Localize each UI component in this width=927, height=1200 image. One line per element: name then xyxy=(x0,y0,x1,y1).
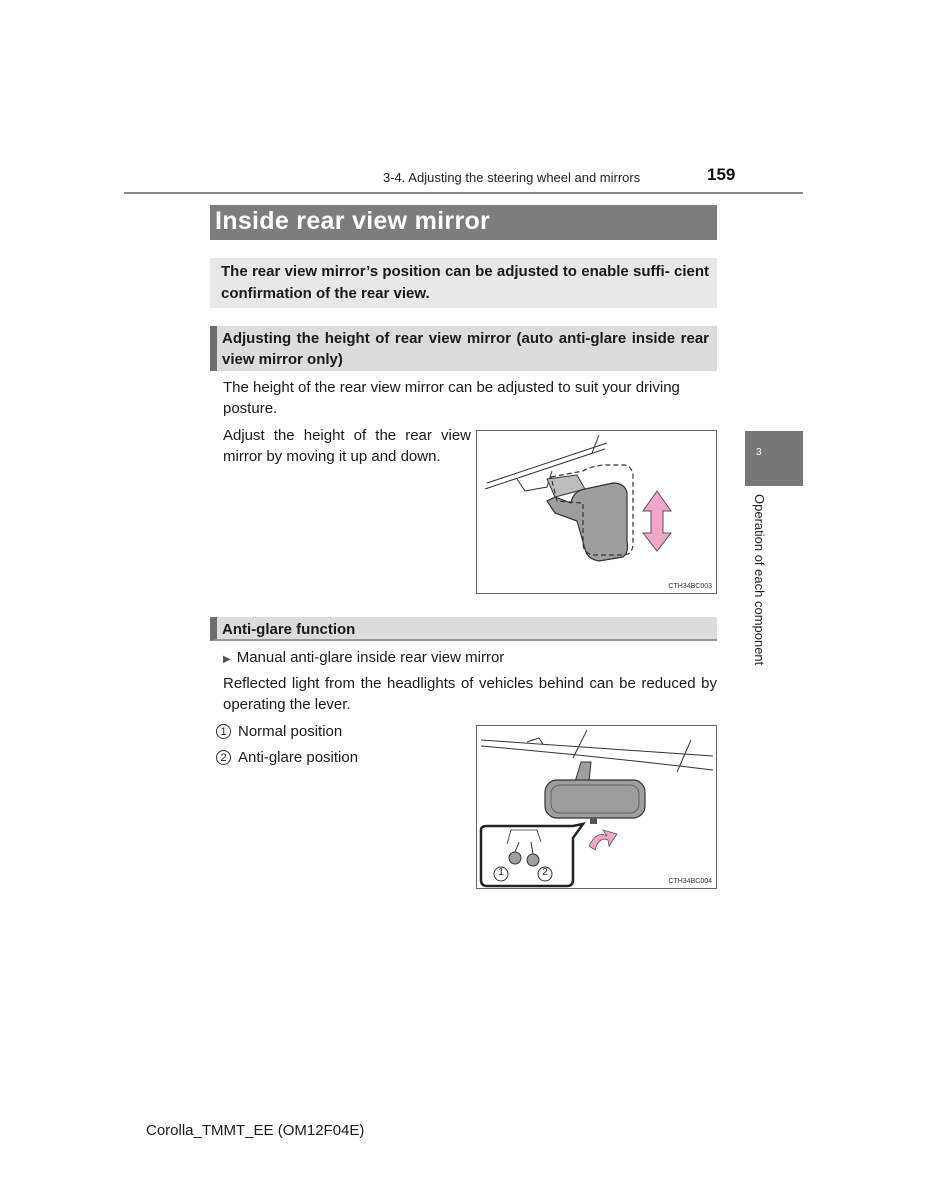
figure-code: CTH34BC003 xyxy=(668,583,712,590)
section-heading-height-text: Adjusting the height of rear view mirror (auto anti-glare inside rear view mirror only) xyxy=(222,330,709,368)
height-paragraph: The height of the rear view mirror can be adjusted to suit your driving posture. xyxy=(223,379,680,417)
figure-height-adjust xyxy=(476,430,717,594)
callout-label-1: 1 xyxy=(498,867,504,878)
callout-label-2: 2 xyxy=(542,867,548,878)
item-label: Normal position xyxy=(238,723,343,740)
footer: Corolla_TMMT_EE (OM12F04E) xyxy=(146,1122,365,1139)
section-heading-height xyxy=(210,326,717,371)
figure-anti-glare-lever xyxy=(476,725,717,889)
chapter-number: 3 xyxy=(756,447,762,458)
section-heading-anti-glare-text: Anti-glare function xyxy=(222,621,356,638)
bullet-manual-anti-glare xyxy=(223,647,504,670)
section-heading-anti-glare xyxy=(210,617,717,641)
number-1-icon: 1 xyxy=(216,724,231,739)
item-label: Anti-glare position xyxy=(238,749,359,766)
mirror-height-illustration xyxy=(477,431,716,593)
header-rule xyxy=(124,192,803,194)
page-number: 159 xyxy=(707,165,736,184)
intro-box xyxy=(210,258,717,308)
intro-text: The rear view mirror’s position can be adjusted to enable suffi- cient confirmation of the rear view. xyxy=(221,263,709,302)
list-item xyxy=(216,721,342,742)
chapter-tab xyxy=(745,431,803,486)
running-header: 3-4. Adjusting the steering wheel and mirrors xyxy=(383,170,641,185)
list-item xyxy=(216,747,358,768)
bullet-text: Manual anti-glare inside rear view mirror xyxy=(236,649,505,666)
triangle-bullet-icon: ▶ xyxy=(223,654,231,665)
mirror-lever-illustration xyxy=(477,726,716,888)
number-2-icon: 2 xyxy=(216,750,231,765)
figure-code: CTH34BC004 xyxy=(668,878,712,885)
anti-glare-paragraph: Reflected light from the headlights of vehicles behind can be reduced by operating the lever. xyxy=(223,675,717,713)
page-title: Inside rear view mirror xyxy=(210,205,717,240)
chapter-label: Operation of each component xyxy=(752,494,767,666)
height-instruction: Adjust the height of the rear view mirror by moving it up and down. xyxy=(223,427,471,465)
